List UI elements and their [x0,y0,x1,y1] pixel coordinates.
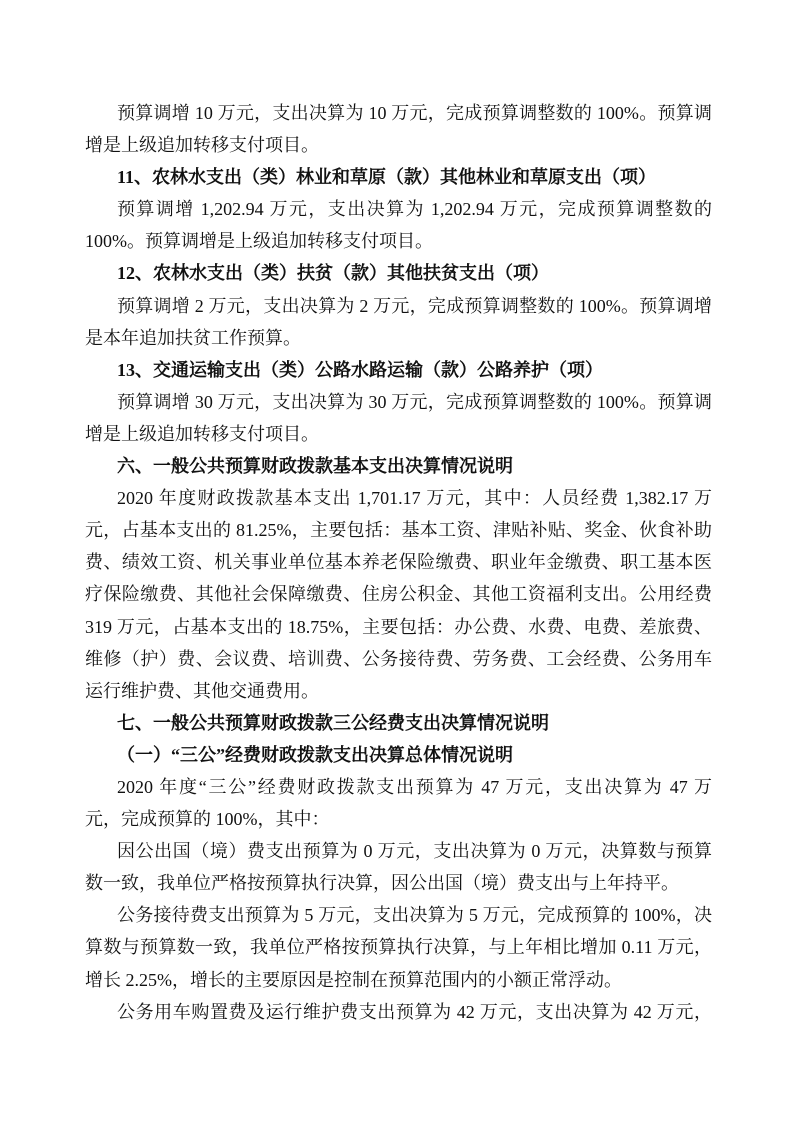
section-heading: 六、一般公共预算财政拨款基本支出决算情况说明 [117,456,513,477]
paragraph-line: 增长 2.25%，增长的主要原因是控制在预算范围内的小额正常浮动。 [85,969,622,990]
paragraph-line: 预算调增 1,202.94 万元，支出决算为 1,202.94 万元，完成预算调整数的 [117,199,712,220]
document-body [85,97,712,1028]
paragraph-line: 2020 年度“三公”经费财政拨款支出预算为 47 万元，支出决算为 47 万 [117,776,712,797]
paragraph-line: 元，完成预算的 100%，其中： [85,809,330,830]
paragraph-line: 算数与预算数一致，我单位严格按预算执行决算，与上年相比增加 0.11 万元， [85,937,712,958]
subsection-heading: （一）“三公”经费财政拨款支出决算总体情况说明 [117,744,513,765]
paragraph-line: 公务用车购置费及运行维护费支出预算为 42 万元，支出决算为 42 万元， [117,1001,712,1022]
paragraph-line: 维修（护）费、会议费、培训费、公务接待费、劳务费、工会经费、公务用车 [85,648,712,669]
paragraph-line: 319 万元，占基本支出的 18.75%，主要包括：办公费、水费、电费、差旅费、 [85,616,712,637]
paragraph-line: 运行维护费、其他交通费用。 [85,680,319,701]
paragraph-line: 预算调增 10 万元，支出决算为 10 万元，完成预算调整数的 100%。预算调 [117,103,712,123]
paragraph-line: 元，占基本支出的 81.25%，主要包括：基本工资、津贴补贴、奖金、伙食补助 [85,520,712,541]
paragraph-line: 100%。预算调增是上级追加转移支付项目。 [85,231,433,252]
item-heading: 12、农林水支出（类）扶贫（款）其他扶贫支出（项） [117,263,549,284]
paragraph-line: 增是上级追加转移支付项目。 [85,423,319,444]
paragraph-line: 预算调增 2 万元，支出决算为 2 万元，完成预算调整数的 100%。预算调增 [117,295,712,316]
paragraph-line: 因公出国（境）费支出预算为 0 万元，支出决算为 0 万元，决算数与预算 [117,841,712,862]
paragraph-line: 疗保险缴费、其他社会保障缴费、住房公积金、其他工资福利支出。公用经费 [85,584,712,605]
paragraph-line: 数一致，我单位严格按预算执行决算，因公出国（境）费支出与上年持平。 [85,873,679,894]
paragraph-line: 公务接待费支出预算为 5 万元，支出决算为 5 万元，完成预算的 100%，决 [117,905,712,926]
section-heading: 七、一般公共预算财政拨款三公经费支出决算情况说明 [117,712,549,733]
paragraph-line: 预算调增 30 万元，支出决算为 30 万元，完成预算调整数的 100%。预算调 [117,391,712,412]
paragraph-line: 是本年追加扶贫工作预算。 [85,327,301,348]
item-heading: 11、农林水支出（类）林业和草原（款）其他林业和草原支出（项） [117,167,657,188]
paragraph-line: 2020 年度财政拨款基本支出 1,701.17 万元，其中：人员经费 1,382.17 万 [117,488,712,509]
item-heading: 13、交通运输支出（类）公路水路运输（款）公路养护（项） [117,359,603,380]
paragraph-line: 费、绩效工资、机关事业单位基本养老保险缴费、职业年金缴费、职工基本医 [85,552,712,573]
paragraph-line: 增是上级追加转移支付项目。 [85,135,319,156]
